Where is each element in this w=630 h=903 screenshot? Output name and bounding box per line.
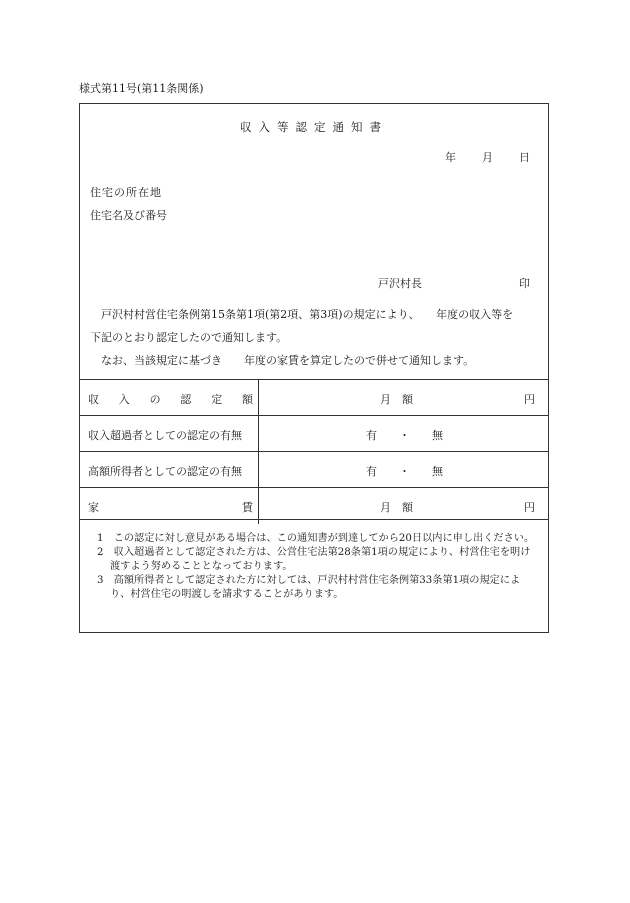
body-line-1: 戸沢村村営住宅条例第15条第1項(第2項、第3項)の規定により、 年度の収入等を	[101, 308, 514, 321]
note-item: 3 高額所得者として認定された方に対しては、戸沢村村営住宅条例第33条第1項の規定により、村営住宅の明渡しを請求することがあります。	[97, 575, 521, 600]
column-divider	[258, 380, 259, 415]
label-char: 額	[241, 393, 253, 406]
label-char: 定	[211, 393, 223, 406]
address-label: 住宅の所在地	[90, 186, 162, 199]
monthly-amount-label: 月 額	[380, 501, 413, 514]
label-char: 認	[180, 393, 192, 406]
label-char: 家	[88, 501, 99, 514]
table-row	[80, 415, 548, 451]
label-char: 賃	[242, 501, 253, 514]
row-label-rent	[88, 499, 253, 515]
column-divider	[258, 452, 259, 487]
form-number-label: 様式第11号(第11条関係)	[79, 82, 204, 95]
note-item: 2 収入超過者として認定された方は、公営住宅法第28条第1項の規定により、村営住宅を明け渡すよう努めることとなっております。	[97, 547, 531, 572]
table-row	[80, 379, 548, 415]
date-day: 日	[519, 151, 530, 164]
table-row	[80, 451, 548, 487]
yen-unit: 円	[524, 393, 535, 406]
body-line-2: 下記のとおり認定したので通知します。	[90, 331, 288, 344]
seal-mark: 印	[519, 277, 530, 290]
date-line	[445, 149, 530, 165]
housing-name-label: 住宅名及び番号	[90, 209, 167, 222]
date-year: 年	[445, 151, 456, 164]
column-divider	[258, 416, 259, 451]
mayor-signature: 戸沢村長	[378, 277, 422, 290]
row-label-high-income: 高額所得者としての認定の有無	[88, 465, 242, 478]
label-char: 収	[88, 393, 99, 406]
yen-unit: 円	[524, 501, 535, 514]
date-month: 月	[482, 151, 493, 164]
label-char: 入	[118, 393, 130, 406]
notice-body	[90, 303, 513, 372]
notes-section	[80, 519, 548, 602]
notice-form	[79, 103, 549, 633]
certification-table	[80, 379, 548, 524]
document-title: 収入等認定通知書	[240, 120, 388, 134]
row-label-excess-income: 収入超過者としての認定の有無	[88, 429, 242, 442]
row-label-income	[88, 391, 253, 407]
yes-no-choice: 有 ・ 無	[366, 465, 443, 478]
body-line-3: なお、当該規定に基づき 年度の家賃を算定したので併せて通知します。	[101, 354, 475, 367]
monthly-amount-label: 月 額	[380, 393, 413, 406]
note-item: 1 この認定に対し意見がある場合は、この通知書が到達してから20日以内に申し出ください。	[97, 533, 535, 544]
yes-no-choice: 有 ・ 無	[366, 429, 443, 442]
label-char: の	[149, 393, 161, 406]
